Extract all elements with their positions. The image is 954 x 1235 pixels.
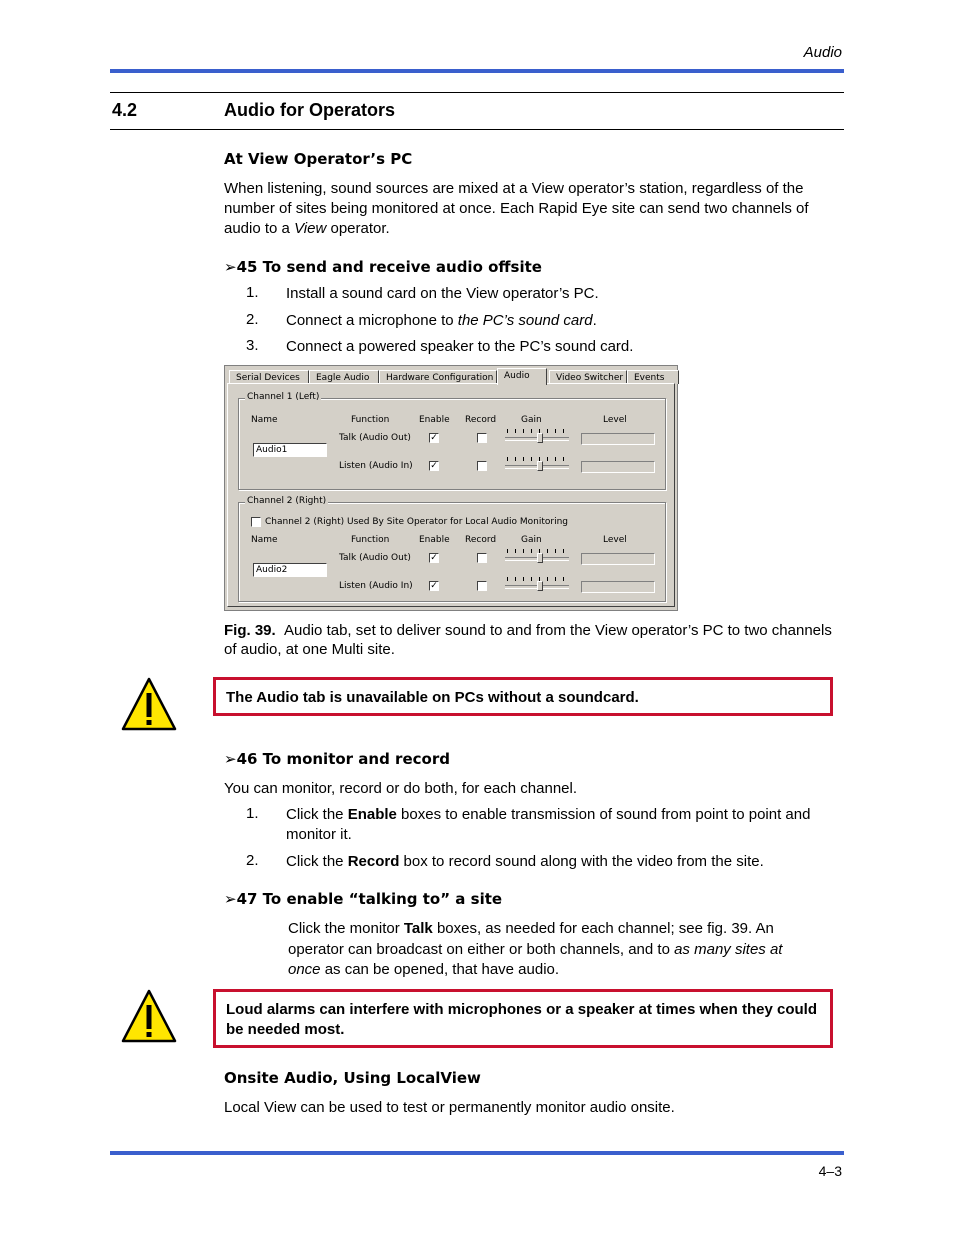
header-gain: Gain: [521, 415, 542, 425]
channel1-name-input[interactable]: Audio1: [253, 443, 327, 457]
tab-audio[interactable]: Audio: [497, 368, 547, 385]
step-number: 2.: [246, 311, 259, 328]
paragraph-localview: Local View can be used to test or permanently monitor audio onsite.: [224, 1099, 675, 1116]
talk-label: Talk (Audio Out): [339, 553, 411, 563]
intro-paragraph: When listening, sound sources are mixed at a View operator’s station, regardless of the number of sites being monitored at once. Each Rapid Eye site can send two channels of audio to a View operator.: [224, 180, 809, 237]
tab-eagle-audio[interactable]: Eagle Audio: [309, 370, 379, 384]
header-rule: [110, 69, 844, 73]
channel2-local-monitoring-label: Channel 2 (Right) Used By Site Operator for Local Audio Monitoring: [265, 517, 569, 527]
tab-events[interactable]: Events: [627, 370, 679, 384]
audio-panel: [227, 383, 675, 607]
channel1-listen-enable-checkbox[interactable]: ✓: [430, 461, 438, 471]
step-number: 3.: [246, 337, 259, 354]
running-head: Audio: [803, 44, 842, 61]
step-text: Install a sound card on the View operator’s PC.: [286, 285, 599, 302]
warning-box-alarms: Loud alarms can interfere with microphones or a speaker at times when they could be needed most.: [213, 989, 833, 1048]
header-record: Record: [465, 415, 497, 425]
header-gain: Gain: [521, 535, 542, 545]
procedure-47-heading: ➢47 To enable “talking to” a site: [224, 890, 503, 908]
header-function: Function: [351, 415, 390, 425]
header-level: Level: [603, 415, 627, 425]
step-text: Click the Enable boxes to enable transmission of sound from point to point and monitor it.: [286, 806, 811, 843]
subhead-view-operator: At View Operator’s PC: [224, 150, 413, 168]
header-enable: Enable: [419, 535, 450, 545]
channel1-talk-gain-slider[interactable]: [505, 429, 569, 443]
section-title: Audio for Operators: [224, 100, 396, 120]
header-name: Name: [251, 535, 278, 545]
header-name: Name: [251, 415, 278, 425]
talk-label: Talk (Audio Out): [339, 433, 411, 443]
channel2-talk-enable-checkbox[interactable]: ✓: [430, 553, 438, 563]
tab-hardware-configuration[interactable]: Hardware Configuration: [379, 370, 497, 384]
header-enable: Enable: [419, 415, 450, 425]
paragraph-monitor-record: You can monitor, record or do both, for each channel.: [224, 780, 578, 797]
channel2-listen-level-meter: [581, 581, 655, 593]
channel2-legend: Channel 2 (Right): [247, 496, 327, 506]
channel2-talk-level-meter: [581, 553, 655, 565]
slider-thumb[interactable]: [537, 581, 543, 591]
step-text: Click the Record box to record sound along with the video from the site.: [286, 853, 764, 870]
slider-thumb[interactable]: [537, 553, 543, 563]
section-bottom-rule: [110, 129, 844, 130]
step-number: 1.: [246, 805, 259, 822]
warning-box-soundcard: The Audio tab is unavailable on PCs without a soundcard.: [213, 677, 833, 716]
channel1-legend: Channel 1 (Left): [247, 392, 320, 402]
channel2-listen-record-checkbox[interactable]: [477, 581, 487, 591]
step-text: Connect a powered speaker to the PC’s sound card.: [286, 338, 634, 355]
listen-label: Listen (Audio In): [339, 461, 413, 471]
channel1-listen-record-checkbox[interactable]: [477, 461, 487, 471]
header-level: Level: [603, 535, 627, 545]
audio-tab-screenshot: [224, 365, 678, 611]
channel2-talk-record-checkbox[interactable]: [477, 553, 487, 563]
channel2-name-input[interactable]: Audio2: [253, 563, 327, 577]
listen-label: Listen (Audio In): [339, 581, 413, 591]
procedure-45-heading: ➢45 To send and receive audio offsite: [224, 258, 542, 276]
paragraph-talking: Click the monitor Talk boxes, as needed for each channel; see fig. 39. An operator can broadcast on either or both channels, and to as many sites at once as can be opened, that have audio.: [288, 920, 783, 978]
channel1-talk-record-checkbox[interactable]: [477, 433, 487, 443]
slider-thumb[interactable]: [537, 461, 543, 471]
channel1-listen-level-meter: [581, 461, 655, 473]
channel1-talk-enable-checkbox[interactable]: ✓: [430, 433, 438, 443]
warning-triangle-icon: [120, 988, 178, 1044]
tab-video-switcher[interactable]: Video Switcher: [549, 370, 627, 384]
channel2-listen-gain-slider[interactable]: [505, 577, 569, 591]
channel2-talk-gain-slider[interactable]: [505, 549, 569, 563]
section-top-rule: [110, 92, 844, 93]
channel1-listen-gain-slider[interactable]: [505, 457, 569, 471]
header-record: Record: [465, 535, 497, 545]
footer-rule: [110, 1151, 844, 1155]
warning-triangle-icon: [120, 676, 178, 732]
channel2-listen-enable-checkbox[interactable]: ✓: [430, 581, 438, 591]
section-number: 4.2: [112, 100, 138, 120]
channel2-group: [238, 496, 666, 602]
channel1-group: [238, 392, 666, 490]
step-number: 1.: [246, 284, 259, 301]
subhead-onsite-audio: Onsite Audio, Using LocalView: [224, 1069, 481, 1087]
procedure-46-heading: ➢46 To monitor and record: [224, 750, 450, 768]
figure-caption: Fig. 39. Audio tab, set to deliver sound to and from the View operator’s PC to two channels of audio, at one Multi site.: [224, 622, 832, 658]
header-function: Function: [351, 535, 390, 545]
step-text: Connect a microphone to the PC’s sound card.: [286, 312, 597, 329]
channel1-talk-level-meter: [581, 433, 655, 445]
slider-thumb[interactable]: [537, 433, 543, 443]
page-number: 4–3: [818, 1163, 842, 1179]
step-number: 2.: [246, 852, 259, 869]
tab-serial-devices[interactable]: Serial Devices: [229, 370, 309, 384]
channel2-local-monitoring-checkbox[interactable]: [251, 517, 261, 527]
